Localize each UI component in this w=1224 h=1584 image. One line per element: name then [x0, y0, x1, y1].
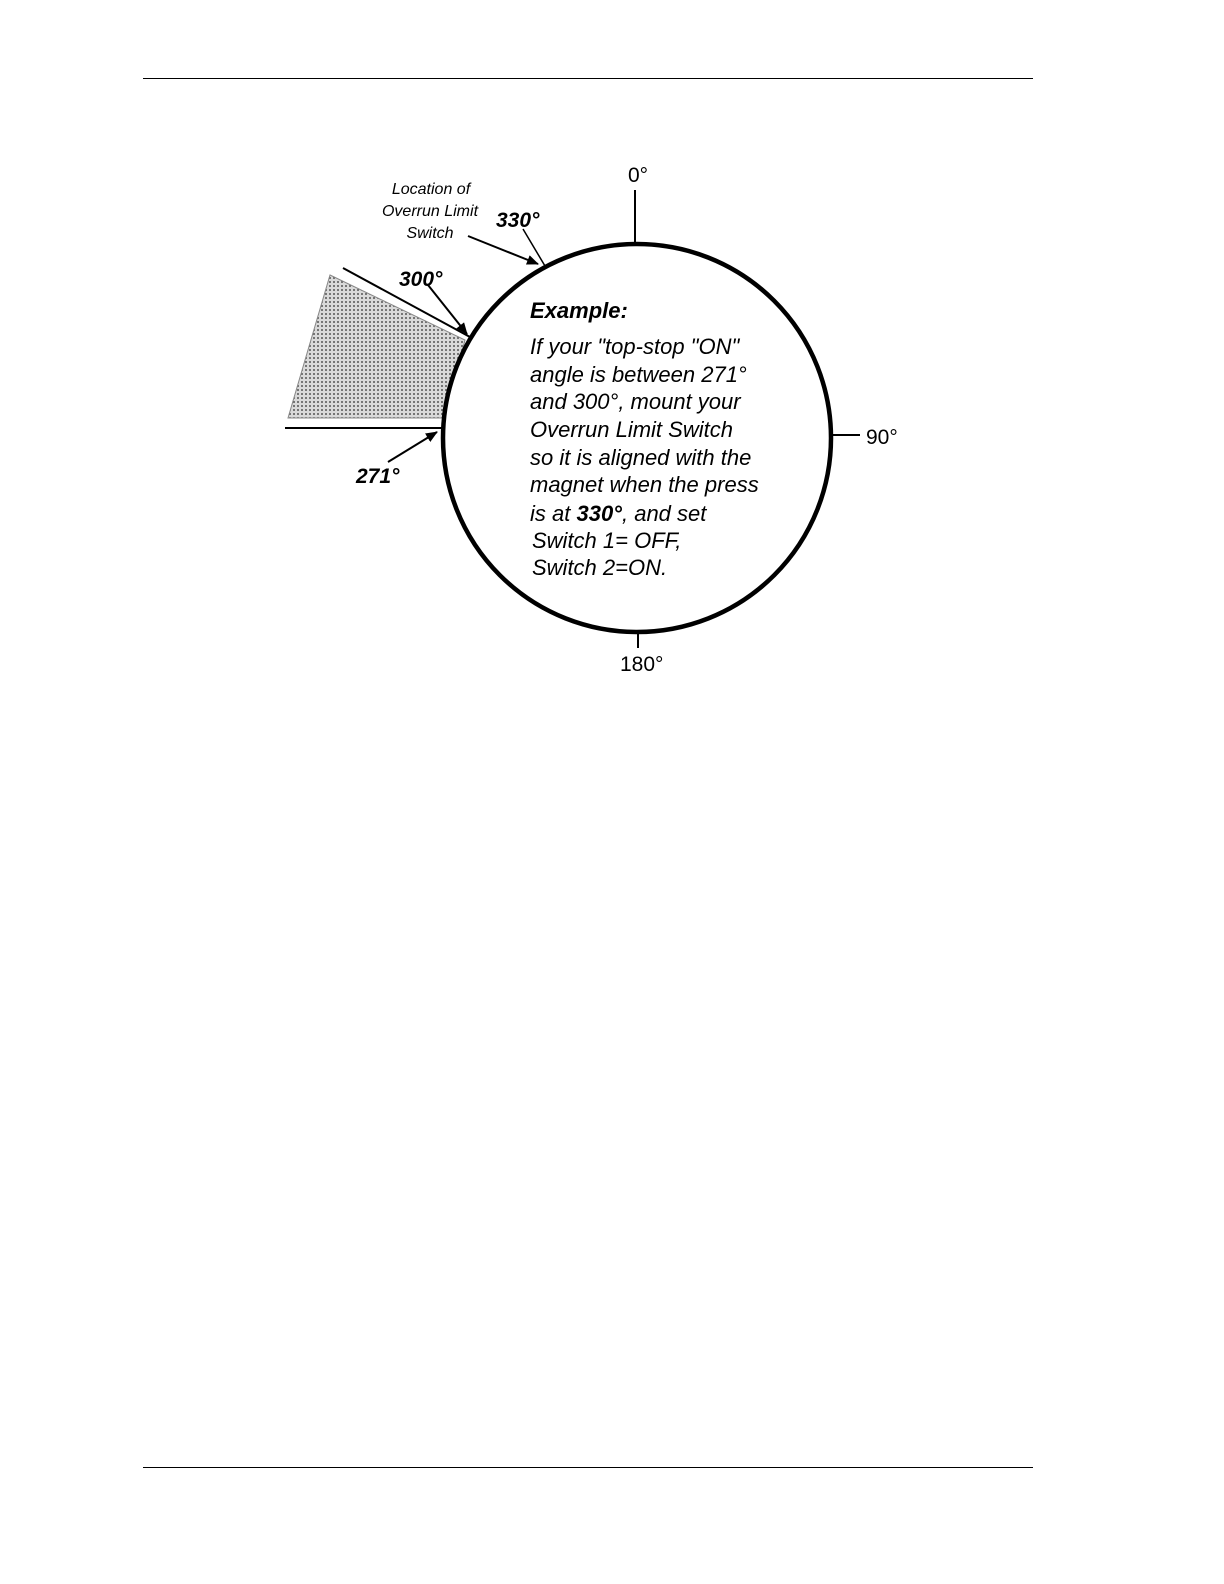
shaded-sector: [288, 275, 465, 418]
location-label-line-1: Location of: [391, 181, 471, 198]
leader-330: [523, 229, 545, 266]
label-330-deg: 330°: [496, 209, 540, 232]
example-title: Example:: [530, 298, 628, 323]
label-271-deg: 271°: [356, 465, 400, 488]
label-0-deg: 0°: [628, 164, 649, 187]
label-300-deg: 300°: [399, 268, 443, 291]
arrow-271: [388, 432, 437, 462]
location-label-line-2: Overrun Limit: [381, 203, 479, 220]
example-line-1: If your "top-stop "ON": [530, 334, 740, 359]
example-line-7-post: , and set: [621, 501, 707, 526]
example-line-5: so it is aligned with the: [530, 445, 752, 470]
label-90-deg: 90°: [866, 426, 898, 449]
label-180-deg: 180°: [620, 653, 664, 676]
example-line-6: magnet when the press: [530, 472, 759, 497]
example-line-7-bold: 330°: [576, 501, 622, 526]
example-line-7-pre: is at: [530, 501, 577, 526]
arrow-330: [468, 236, 538, 264]
example-line-8: Switch 1= OFF,: [532, 528, 682, 553]
example-line-3: and 300°, mount your: [530, 389, 741, 414]
example-line-2: angle is between 271°: [530, 362, 747, 387]
example-line-9: Switch 2=ON.: [532, 555, 668, 580]
example-line-4: Overrun Limit Switch: [530, 417, 733, 442]
location-label-line-3: Switch: [406, 225, 454, 242]
example-line-7: [530, 501, 707, 526]
